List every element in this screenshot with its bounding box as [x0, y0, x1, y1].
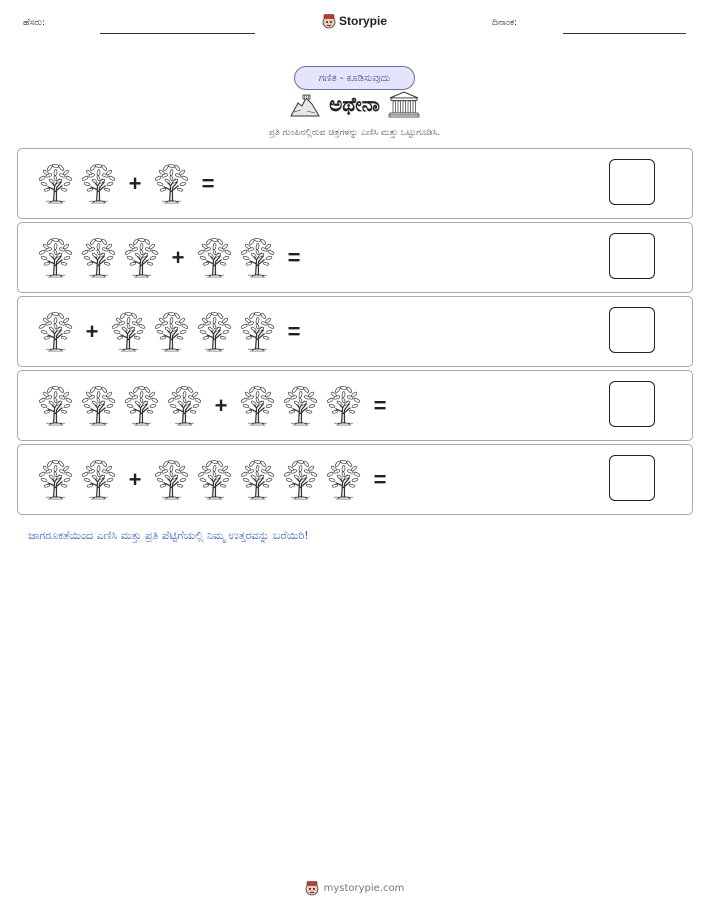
plus-sign: + [171, 244, 185, 270]
olive-tree-icon [152, 311, 191, 353]
olive-tree-icon [36, 237, 75, 279]
olive-tree-icon [238, 237, 277, 279]
problem-row [17, 148, 693, 219]
answer-box[interactable] [609, 455, 655, 501]
olive-tree-icon [109, 311, 148, 353]
olive-tree-icon [195, 311, 234, 353]
olive-tree-icon [122, 385, 161, 427]
title-row [0, 90, 709, 118]
instructions: ಪ್ರತಿ ಗುಂಪಿನಲ್ಲಿರುವ ಚಿತ್ರಗಳನ್ನು ಎಣಿಸಿ ಮತ್ತು ಒಟ್ಟುಗೂಡಿಸಿ. [268, 128, 441, 138]
plus-sign: + [128, 466, 142, 492]
problem-row [17, 444, 693, 515]
answer-box[interactable] [609, 307, 655, 353]
olive-tree-icon [324, 385, 363, 427]
olive-tree-icon [165, 385, 204, 427]
olive-tree-icon [79, 237, 118, 279]
brand-logo [322, 13, 387, 29]
problem-list [17, 148, 693, 518]
right-group [195, 237, 277, 279]
problem-row [17, 370, 693, 441]
olive-tree-icon [36, 459, 75, 501]
olive-tree-icon [36, 385, 75, 427]
problem-row [17, 222, 693, 293]
olive-tree-icon [238, 385, 277, 427]
left-group [36, 385, 204, 427]
storypie-mascot-icon [322, 13, 336, 29]
left-group [36, 311, 75, 353]
olive-tree-icon [79, 163, 118, 205]
date-label: ದಿನಾಂಕ: [492, 18, 518, 28]
left-group [36, 163, 118, 205]
right-group [109, 311, 277, 353]
footer [0, 880, 709, 896]
page-title: ಅಥೇನಾ [329, 92, 380, 116]
olive-tree-icon [79, 385, 118, 427]
answer-box[interactable] [609, 159, 655, 205]
reminder-note: ಜಾಗರೂಕತೆಯಿಂದ ಎಣಿಸಿ ಮತ್ತು ಪ್ರತಿ ಪೆಟ್ಟಿಗೆಯಲ್ಲಿ ನಿಮ್ಮ ಉತ್ತರವನ್ನು ಬರೆಯಿರಿ! [28, 529, 309, 542]
subject-badge: ಗಣಿತ - ಕೂಡಿಸುವುದು [294, 66, 415, 90]
olive-tree-icon [152, 163, 191, 205]
name-line[interactable] [100, 33, 255, 34]
olive-tree-icon [79, 459, 118, 501]
left-group [36, 237, 161, 279]
equals-sign: = [201, 170, 215, 196]
right-group [238, 385, 363, 427]
left-group [36, 459, 118, 501]
temple-icon [388, 90, 420, 118]
date-line[interactable] [563, 33, 686, 34]
olive-tree-icon [36, 311, 75, 353]
olive-tree-icon [238, 311, 277, 353]
answer-box[interactable] [609, 381, 655, 427]
equals-sign: = [373, 466, 387, 492]
right-group [152, 163, 191, 205]
problem-row [17, 296, 693, 367]
olive-tree-icon [195, 459, 234, 501]
equals-sign: = [287, 244, 301, 270]
footer-url[interactable]: mystorypie.com [323, 882, 405, 894]
olive-tree-icon [36, 163, 75, 205]
name-label: ಹೆಸರು: [23, 18, 46, 28]
brand-name: Storypie [339, 14, 388, 28]
equals-sign: = [287, 318, 301, 344]
olive-tree-icon [281, 459, 320, 501]
answer-box[interactable] [609, 233, 655, 279]
olive-tree-icon [238, 459, 277, 501]
plus-sign: + [128, 170, 142, 196]
olive-tree-icon [281, 385, 320, 427]
storypie-mascot-icon [305, 880, 319, 896]
plus-sign: + [214, 392, 228, 418]
olive-tree-icon [324, 459, 363, 501]
right-group [152, 459, 363, 501]
olive-tree-icon [195, 237, 234, 279]
hill-icon [289, 90, 321, 118]
equals-sign: = [373, 392, 387, 418]
olive-tree-icon [152, 459, 191, 501]
plus-sign: + [85, 318, 99, 344]
olive-tree-icon [122, 237, 161, 279]
